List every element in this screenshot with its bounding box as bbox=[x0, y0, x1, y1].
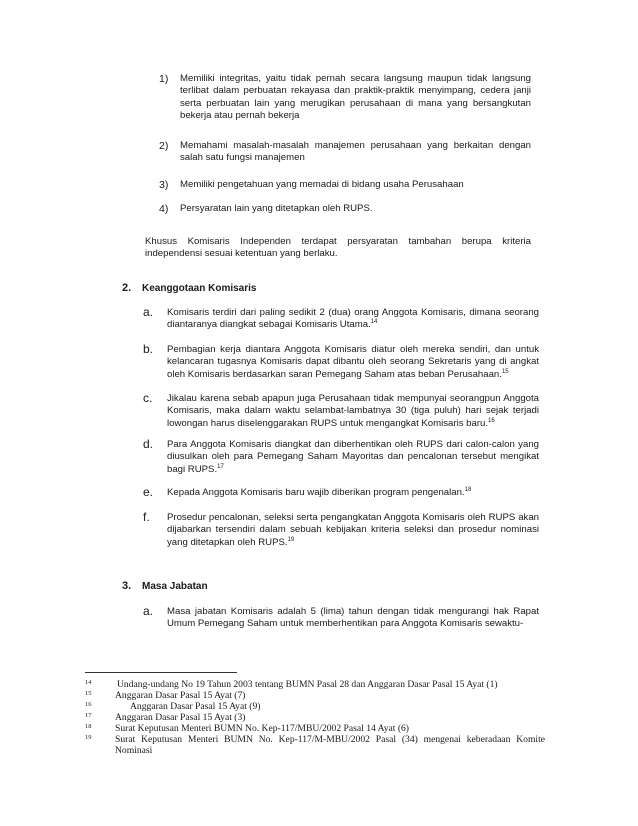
footnote-number: 18 bbox=[85, 723, 92, 730]
item-text: Kepada Anggota Komisaris baru wajib diberikan program pengenalan.$^{18}$ bbox=[167, 487, 472, 498]
footnote-text: Anggaran Dasar Pasal 15 Ayat (9) bbox=[130, 701, 261, 712]
independent-commissioner-note: Khusus Komisaris Independen terdapat persyaratan tambahan berupa kriteria independensi sesuai ketentuan yang berlaku. bbox=[145, 236, 531, 260]
footnote-ref: 15 bbox=[501, 368, 509, 375]
section-title: Masa Jabatan bbox=[142, 581, 208, 592]
section-number: 2. bbox=[122, 282, 132, 294]
requirement-text: Memiliki integritas, yaitu tidak pernah secara langsung maupun tidak langsung terlibat dalam perbuatan rekayasa dan praktik-praktik menyimpang, cedera janji serta perbuatan lain yang merugikan perusahaan di mana yang bersangkutan bekerja atau pernah bekerja bbox=[180, 73, 531, 122]
footnote-number: 19 bbox=[85, 734, 92, 741]
footnote-ref: 16 bbox=[488, 417, 495, 424]
section-title: Keanggotaan Komisaris bbox=[142, 283, 257, 294]
requirement-number: 2) bbox=[159, 140, 169, 152]
item-text: Para Anggota Komisaris diangkat dan diberhentikan oleh RUPS dari calon-calon yang diusulkan oleh para Pemegang Saham Mayoritas dan pencalonan tersebut mengikat bagi RUPS.$^{17}$ bbox=[167, 439, 539, 475]
footnote-text: Anggaran Dasar Pasal 15 Ayat (3) bbox=[115, 712, 246, 723]
footnote-ref: 14 bbox=[370, 319, 378, 326]
footnote-number: 17 bbox=[85, 712, 92, 719]
requirement-number: 1) bbox=[159, 73, 169, 85]
footnote-number: 16 bbox=[85, 701, 92, 708]
requirement-number: 3) bbox=[159, 179, 169, 191]
footnote-text: Surat Keputusan Menteri BUMN No. Kep-117/MBU/2002 Pasal 14 Ayat (6) bbox=[115, 723, 410, 734]
footnote-text: Anggaran Dasar Pasal 15 Ayat (7) bbox=[115, 690, 246, 701]
item-letter: c. bbox=[143, 391, 153, 405]
item-letter: d. bbox=[143, 437, 154, 451]
footnote-text: Surat Keputusan Menteri BUMN No. Kep-117/M-MBU/2002 Pasal (34) mengenai keberadaan Komite Nominasi bbox=[115, 734, 545, 756]
item-letter: e. bbox=[143, 485, 154, 499]
item-letter: a. bbox=[143, 604, 154, 618]
footnote-ref: 17 bbox=[217, 463, 224, 470]
item-letter: f. bbox=[143, 510, 150, 524]
item-text: Jikalau karena sebab apapun juga Perusahaan tidak mempunyai seorangpun Anggota Komisaris, maka dalam waktu selambat-lambatnya 30 (tiga puluh) hari sejak terjadi lowongan harus diselenggarakan RUPS untuk mengangkat Komisaris baru.$^{16}$ bbox=[167, 393, 539, 429]
item-text: Prosedur pencalonan, seleksi serta pengangkatan Anggota Komisaris oleh RUPS akan dijabarkan tersendiri dalam sebuah kebijakan kriteria seleksi dan prosedur nominasi yang ditetapkan oleh RUPS.$^{19}$ bbox=[167, 512, 539, 548]
requirement-text: Memiliki pengetahuan yang memadai di bidang usaha Perusahaan bbox=[180, 179, 464, 190]
footnote-ref: 19 bbox=[287, 536, 295, 543]
footnote-number: 14 bbox=[85, 679, 92, 686]
item-text: Masa jabatan Komisaris adalah 5 (lima) tahun dengan tidak mengurangi hak Rapat Umum Pemegang Saham untuk memberhentikan para Anggota Komisaris sewaktu- bbox=[167, 606, 539, 630]
item-letter: a. bbox=[143, 305, 154, 319]
item-letter: b. bbox=[143, 342, 154, 356]
item-text: Pembagian kerja diantara Anggota Komisaris diatur oleh mereka sendiri, dan untuk kelancaran tugasnya Komisaris dapat dibantu oleh seorang Sekretaris yang di angkat oleh Komisaris berdasarkan saran Pemegang Saham atas beban Perusahaan.$^{15}$ bbox=[167, 344, 539, 380]
item-text: Komisaris terdiri dari paling sedikit 2 (dua) orang Anggota Komisaris, dimana seorang diantaranya diangkat sebagai Komisaris Utama.$^{14}$ bbox=[167, 307, 539, 331]
section-number: 3. bbox=[122, 580, 132, 592]
footnote-number: 15 bbox=[85, 690, 92, 697]
footnote-ref: 18 bbox=[464, 487, 472, 493]
requirement-number: 4) bbox=[159, 203, 169, 215]
footnote-text: Undang-undang No 19 Tahun 2003 tentang BUMN Pasal 28 dan Anggaran Dasar Pasal 15 Ayat (1) bbox=[117, 679, 498, 690]
requirement-text: Persyaratan lain yang ditetapkan oleh RUPS. bbox=[180, 203, 373, 214]
requirement-text: Memahami masalah-masalah manajemen perusahaan yang berkaitan dengan salah satu fungsi manajemen bbox=[180, 140, 531, 164]
footnote-divider bbox=[85, 672, 237, 673]
